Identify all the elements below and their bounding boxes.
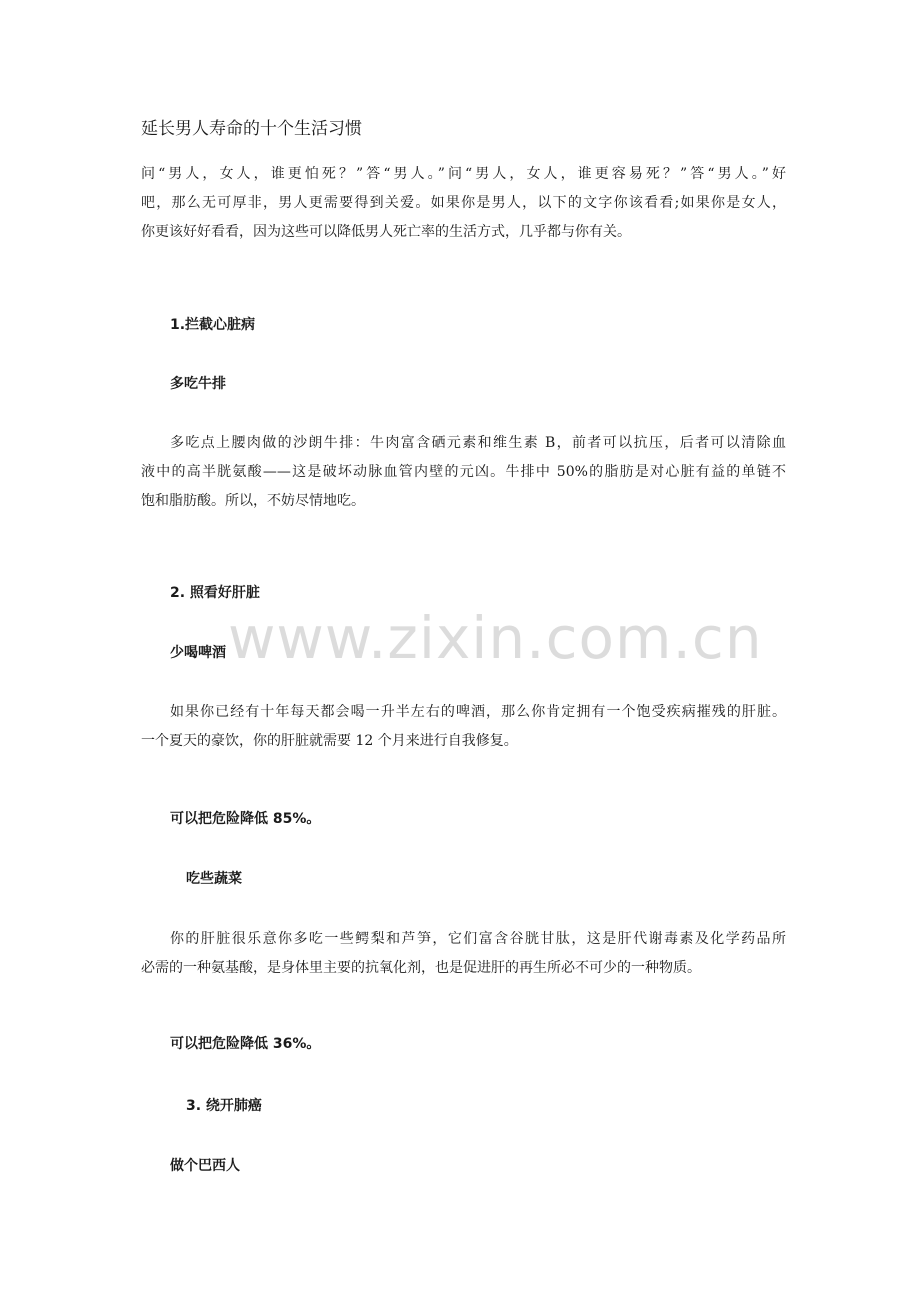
watermark: www.zixin.com.cn: [228, 604, 763, 672]
intro-line: 问“男人，女人，谁更怕死？”答“男人。”问“男人，女人，谁更容易死？”答“男人。”好: [141, 166, 786, 182]
body-line: 饱和脂肪酸。所以，不妨尽情地吃。: [141, 493, 365, 509]
intro-paragraph: [141, 160, 786, 247]
body-line: 你的肝脏很乐意你多吃一些鳄梨和芦笋，它们富含谷胱甘肽，这是肝代谢毒素及化学药品所: [170, 931, 786, 947]
section3-subheading: 做个巴西人: [170, 1158, 240, 1174]
section2-body-2: [141, 925, 786, 983]
document-title: 延长男人寿命的十个生活习惯: [141, 119, 362, 139]
section1-heading: 1.拦截心脏病: [170, 317, 256, 333]
section2-subheading-2: 吃些蔬菜: [186, 871, 242, 887]
intro-line: 吧，那么无可厚非，男人更需要得到关爱。如果你是男人，以下的文字你该看看;如果你是女人，: [141, 195, 786, 211]
body-line: 多吃点上腰肉做的沙朗牛排：牛肉富含硒元素和维生素 B，前者可以抗压，后者可以清除血: [170, 435, 786, 451]
section1-subheading: 多吃牛排: [170, 376, 226, 392]
risk-reduction-85: 可以把危险降低 85%。: [170, 811, 321, 827]
section2-subheading: 少喝啤酒: [170, 645, 226, 661]
body-line: 液中的高半胱氨酸——这是破坏动脉血管内壁的元凶。牛排中 50%的脂肪是对心脏有益的单链不: [141, 464, 786, 480]
body-line: 如果你已经有十年每天都会喝一升半左右的啤酒，那么你肯定拥有一个饱受疾病摧残的肝脏。: [170, 704, 786, 720]
body-line: 必需的一种氨基酸，是身体里主要的抗氧化剂，也是促进肝的再生所必不可少的一种物质。: [141, 960, 701, 976]
section2-heading: 2. 照看好肝脏: [170, 585, 260, 601]
section3-heading: 3. 绕开肺癌: [186, 1098, 262, 1114]
risk-reduction-36: 可以把危险降低 36%。: [170, 1036, 321, 1052]
section2-body: [141, 698, 786, 756]
body-line: 一个夏天的豪饮，你的肝脏就需要 12 个月来进行自我修复。: [141, 733, 518, 749]
section1-body: [141, 429, 786, 516]
intro-line: 你更该好好看看，因为这些可以降低男人死亡率的生活方式，几乎都与你有关。: [141, 224, 631, 240]
